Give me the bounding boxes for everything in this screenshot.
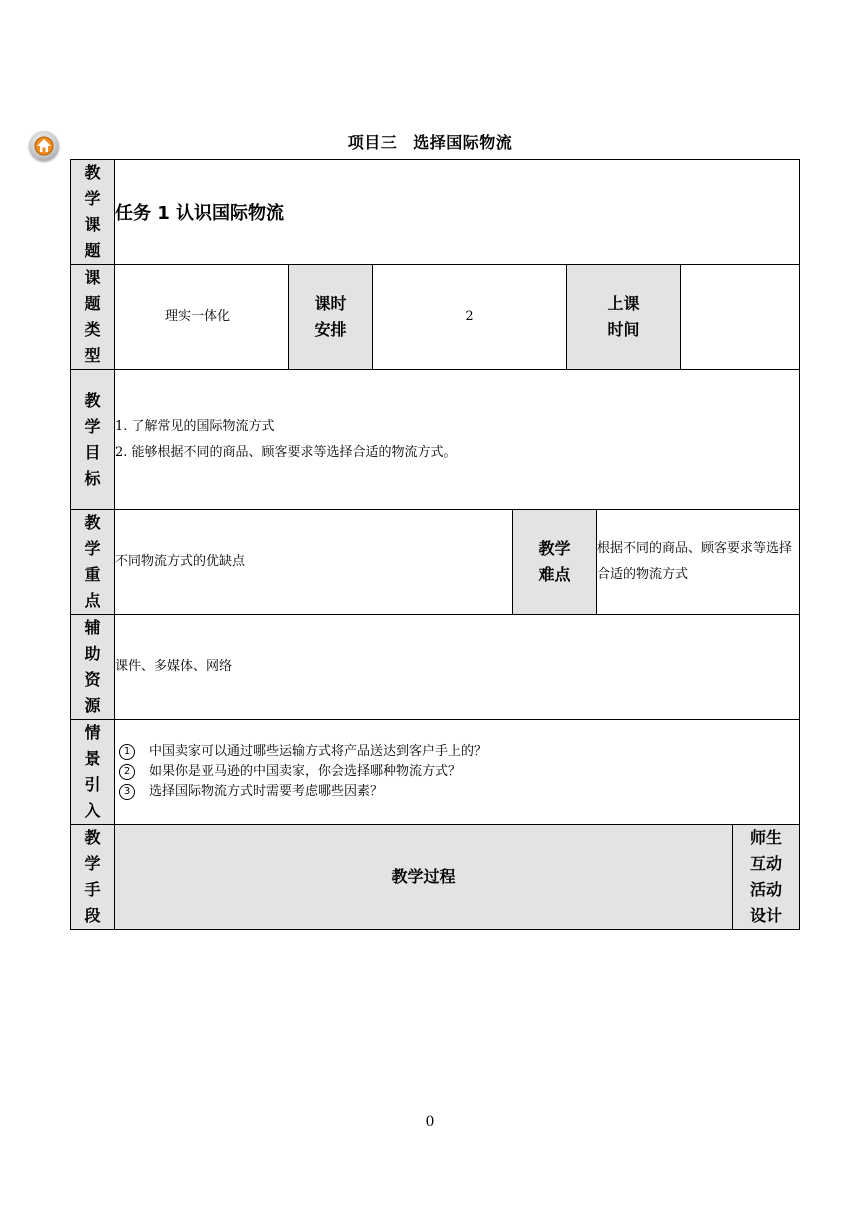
question-text: 如果你是亚马逊的中国卖家，你会选择哪种物流方式？ <box>149 764 462 779</box>
label-process: 教学过程 <box>115 825 733 930</box>
lesson-plan-table <box>70 159 800 930</box>
question-text: 中国卖家可以通过哪些运输方式将产品送达到客户手上的？ <box>149 744 488 759</box>
list-item <box>115 742 799 762</box>
label-goals: 教学目标 <box>71 370 115 510</box>
number-circle: 2 <box>119 764 135 780</box>
row-type <box>71 265 800 370</box>
label-difficulty: 教学难点 <box>513 510 597 615</box>
label-keypoints: 教学重点 <box>71 510 115 615</box>
label-topic: 教学课题 <box>71 160 115 265</box>
difficulty-value: 根据不同的商品、顾客要求等选择合适的物流方式 <box>597 510 800 615</box>
label-hours: 课时安排 <box>289 265 373 370</box>
page-number: 0 <box>425 1114 435 1130</box>
list-item <box>115 782 799 802</box>
hours-value: 2 <box>373 265 567 370</box>
title-topic: 选择国际物流 <box>413 133 513 152</box>
row-process <box>71 825 800 930</box>
goal-line: 2. 能够根据不同的商品、顾客要求等选择合适的物流方式。 <box>115 444 457 460</box>
keypoints-value: 不同物流方式的优缺点 <box>115 510 513 615</box>
row-topic <box>71 160 800 265</box>
title-project: 项目三 <box>347 133 398 152</box>
label-class-time: 上课时间 <box>567 265 681 370</box>
label-resources: 辅助资源 <box>71 615 115 720</box>
list-item <box>115 762 799 782</box>
goal-line: 1. 了解常见的国际物流方式 <box>115 418 275 434</box>
goals-value <box>115 370 800 510</box>
row-keypoints <box>71 510 800 615</box>
label-scenario: 情景引入 <box>71 720 115 825</box>
number-circle: 1 <box>119 744 135 760</box>
scenario-value <box>115 720 800 825</box>
label-methods: 教学手段 <box>71 825 115 930</box>
type-value: 理实一体化 <box>115 265 289 370</box>
row-resources <box>71 615 800 720</box>
label-type: 课题类型 <box>71 265 115 370</box>
topic-value: 任务 1 认识国际物流 <box>115 160 800 265</box>
row-goals <box>71 370 800 510</box>
resources-value: 课件、多媒体、网络 <box>115 615 800 720</box>
number-circle: 3 <box>119 784 135 800</box>
class-time-value <box>681 265 800 370</box>
label-interaction: 师生互动活动设计 <box>733 825 800 930</box>
page-title <box>0 130 860 153</box>
row-scenario <box>71 720 800 825</box>
question-text: 选择国际物流方式时需要考虑哪些因素？ <box>149 784 384 799</box>
